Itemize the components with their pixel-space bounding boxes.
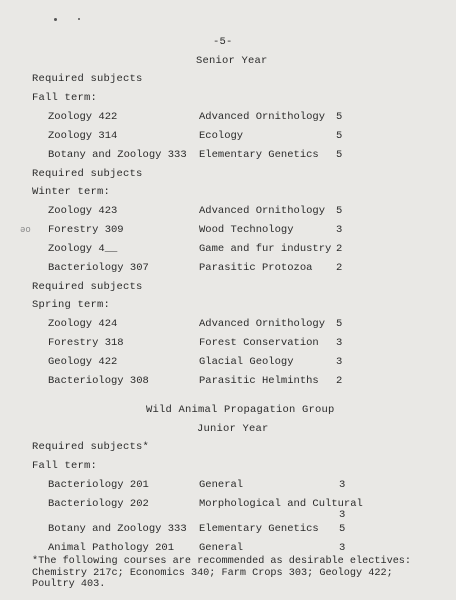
ink-speck [78,18,80,20]
course-title: Parasitic Protozoa [199,262,313,274]
course-credits: 2 [336,262,343,274]
winter-required-label: Required subjects [32,168,143,180]
winter-term-label: Winter term: [32,186,111,198]
course-credits: 3 [336,356,343,368]
course-code: Forestry 318 [48,337,124,349]
course-row [0,149,456,163]
course-title: Advanced Ornithology [199,111,326,123]
course-title: Elementary Genetics [199,523,319,535]
course-row [0,318,456,332]
course-title: Game and fur industry [199,243,332,255]
course-code: Animal Pathology 201 [48,542,175,554]
course-row [0,262,456,276]
course-title: Advanced Ornithology [199,205,326,217]
page-number: -5- [213,36,233,48]
junior-required-label: Required subjects* [32,441,150,453]
course-credits: 3 [336,337,343,349]
course-credits: 5 [336,149,343,161]
course-code: Bacteriology 307 [48,262,149,274]
course-code: Bacteriology 201 [48,479,149,491]
course-title: Elementary Genetics [199,149,319,161]
course-row [0,337,456,351]
course-credits: 2 [336,243,343,255]
course-code: Bacteriology 308 [48,375,149,387]
course-code: Botany and Zoology 333 [48,523,187,535]
course-credits: 2 [336,375,343,387]
course-row [0,243,456,257]
course-credits: 5 [336,318,343,330]
course-credits: 3 [339,542,346,554]
course-code: Zoology 424 [48,318,118,330]
course-row [0,224,456,238]
course-code: Zoology 4__ [48,243,118,255]
fall-term-label: Fall term: [32,92,98,104]
spring-term-label: Spring term: [32,299,111,311]
course-credits: 3 [336,224,343,236]
course-title: Wood Technology [199,224,294,236]
course-row [0,542,456,556]
course-title: Forest Conservation [199,337,319,349]
course-title: Ecology [199,130,244,142]
course-code: Botany and Zoology 333 [48,149,187,161]
course-title: Parasitic Helminths [199,375,319,387]
course-row [0,130,456,144]
course-row [0,111,456,125]
course-title: Glacial Geology [199,356,294,368]
course-title: General [199,479,244,491]
course-credits: 5 [336,205,343,217]
junior-year-heading: Junior Year [197,423,269,435]
course-credits: 3 [339,509,346,521]
course-code: Bacteriology 202 [48,498,149,510]
ink-speck [54,18,57,21]
course-code: Zoology 422 [48,111,118,123]
fall-required-label: Required subjects [32,73,143,85]
electives-footnote: *The following courses are recommended as desirable electives: Chemistry 217c; Economics 340; Farm Crops 303; Geology 422; Poultry 403. [32,556,412,590]
course-credits: 5 [339,523,346,535]
course-code: Geology 422 [48,356,118,368]
course-code: Forestry 309 [48,224,124,236]
course-code: Zoology 423 [48,205,118,217]
junior-fall-term-label: Fall term: [32,460,98,472]
course-title: Advanced Ornithology [199,318,326,330]
margin-pencil-mark: ǝo [20,225,31,235]
course-row [0,205,456,219]
course-credits: 5 [336,111,343,123]
group-heading: Wild Animal Propagation Group [146,404,335,416]
senior-year-heading: Senior Year [196,55,268,67]
course-credits: 5 [336,130,343,142]
course-row [0,498,456,521]
course-row [0,375,456,389]
course-credits: 3 [339,479,346,491]
course-title: Morphological and Cultural [199,498,363,510]
course-title: General [199,542,244,554]
course-row [0,479,456,493]
course-row [0,356,456,370]
course-row [0,523,456,537]
spring-required-label: Required subjects [32,281,143,293]
course-code: Zoology 314 [48,130,118,142]
